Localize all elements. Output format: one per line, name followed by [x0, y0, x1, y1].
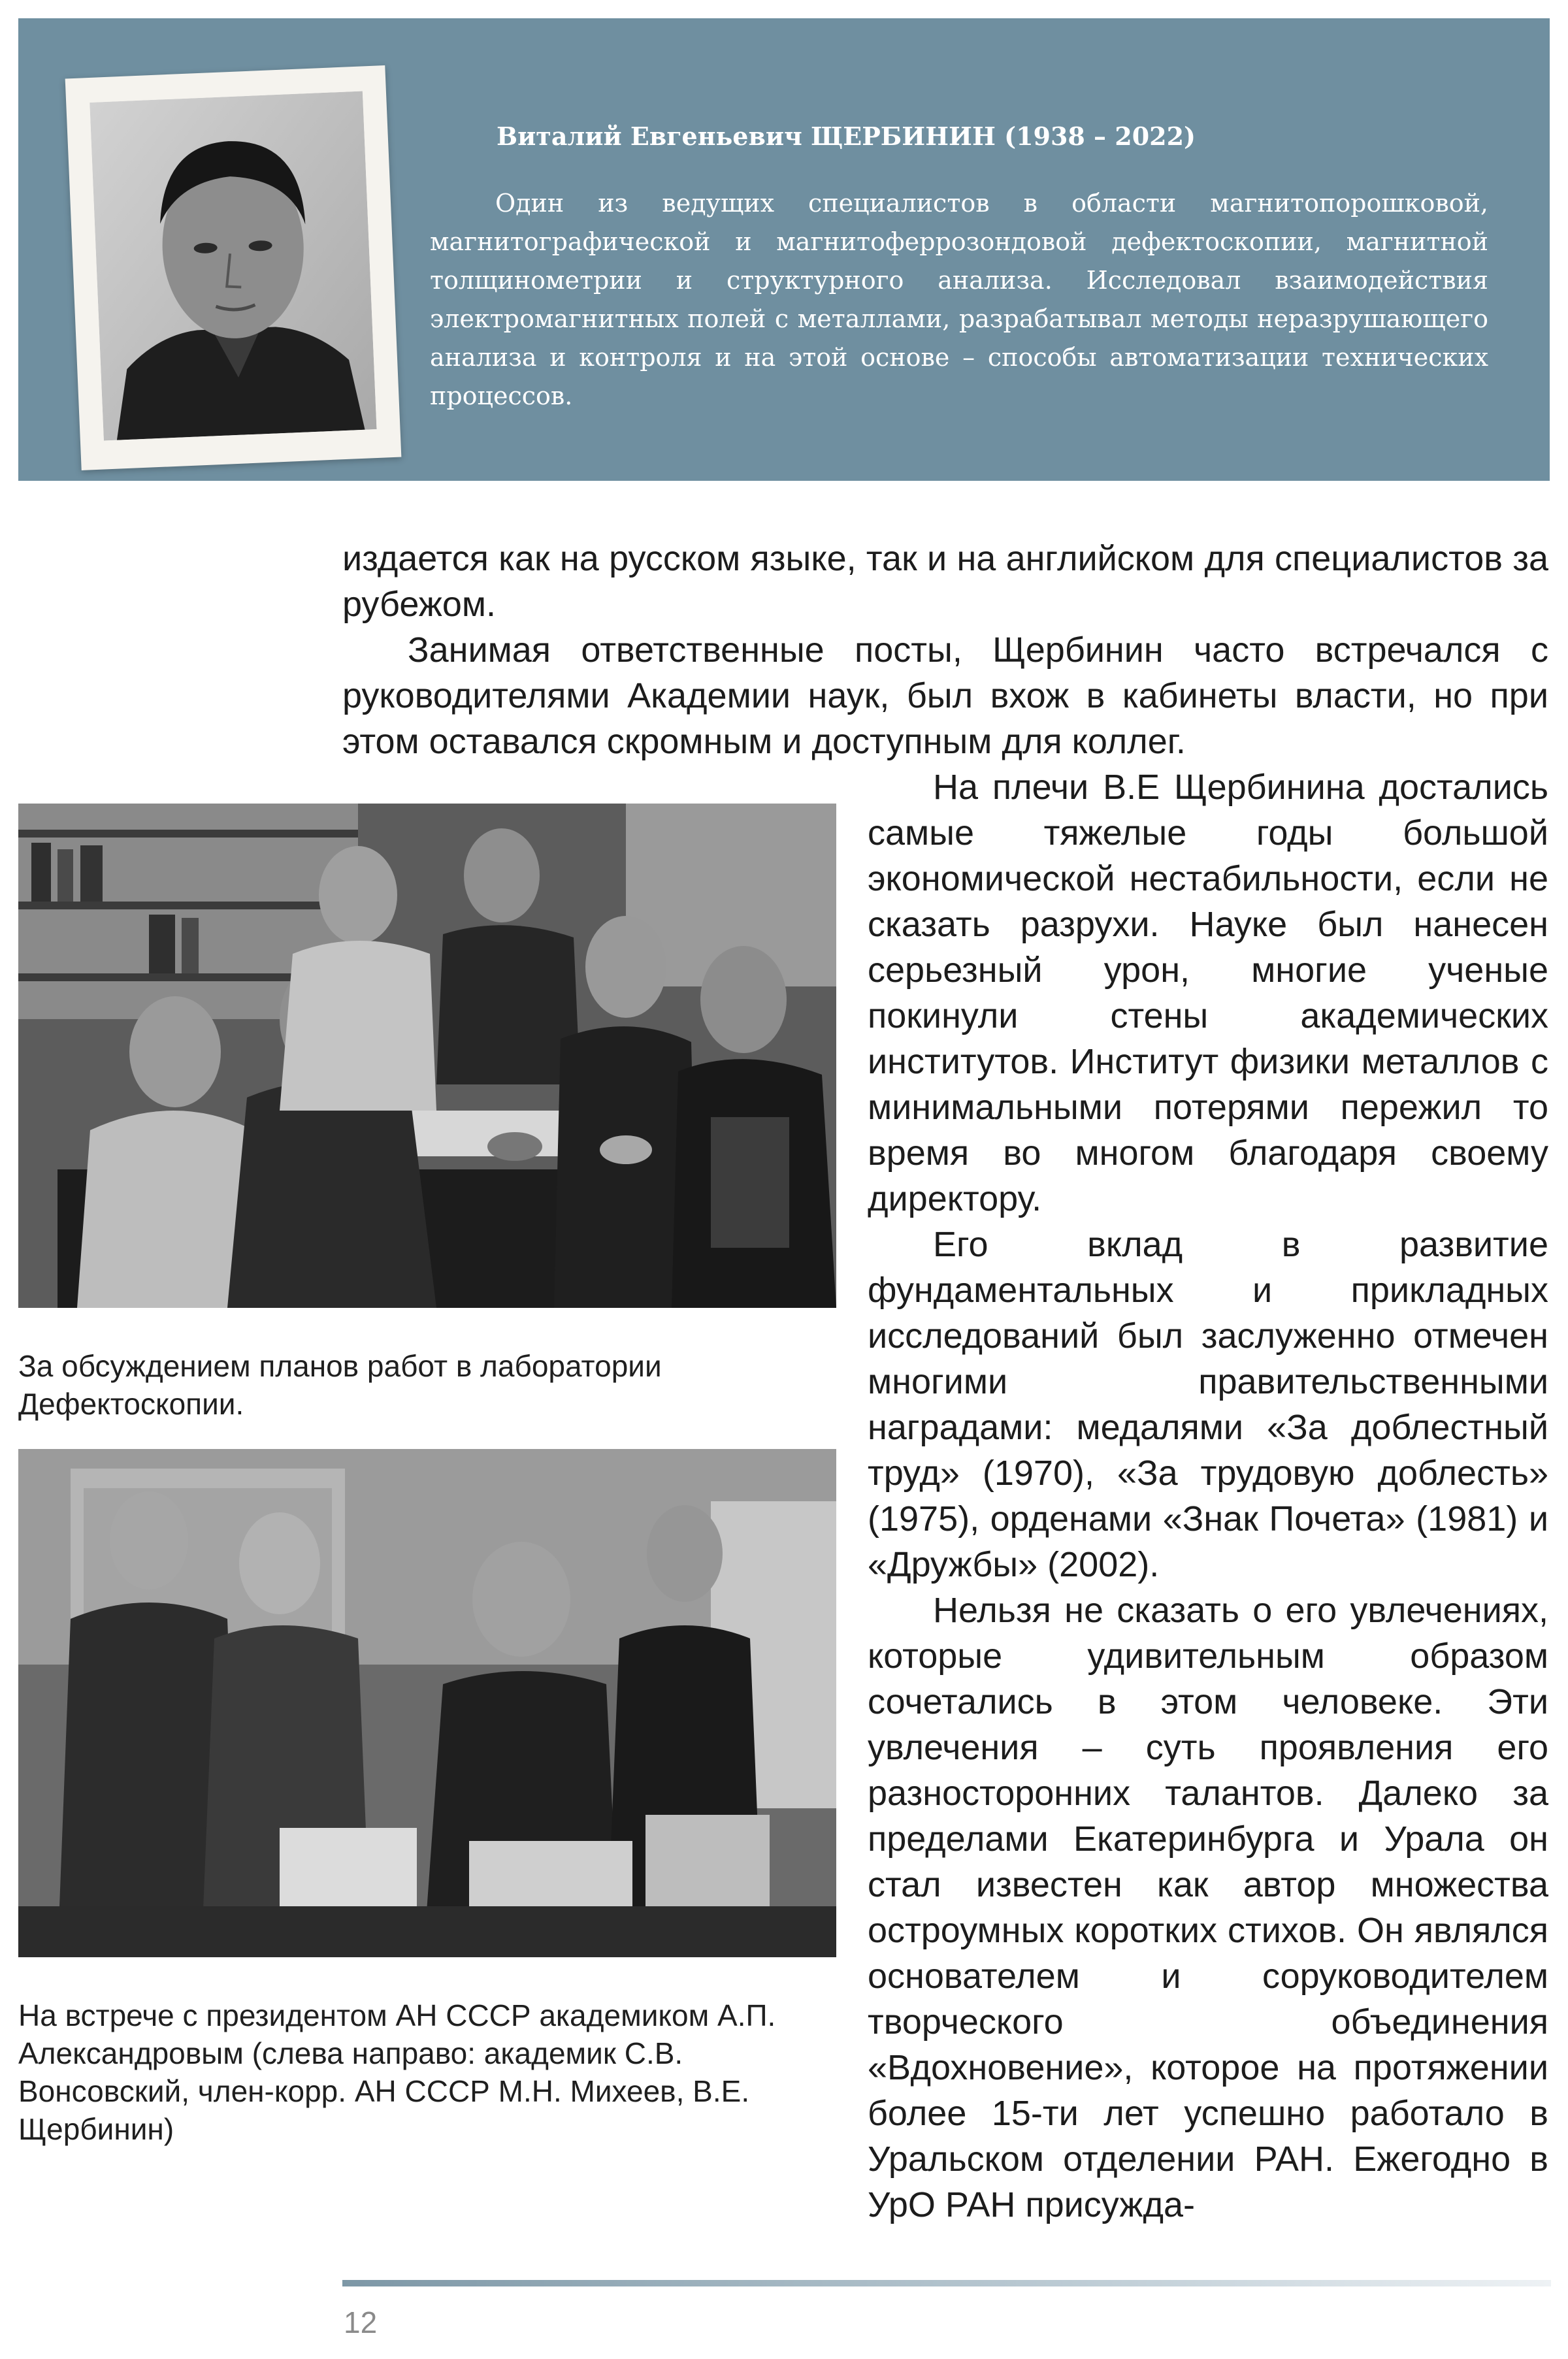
lab-discussion-photo	[18, 804, 836, 1308]
banner-text: Один из ведущих специалистов в области магнитопорошковой, магнитографической и магнитоферрозондовой дефектоскопии, магнитной толщинометрии и структурного анализа. Исследовал взаимодействия электромагнитных полей с металлами, разрабатывал методы неразрушающего анализа и контроля и на этой основе – способы автоматизации технических процессов.	[430, 189, 1488, 410]
article-paragraph: Его вклад в развитие фундаментальных и прикладных исследований был заслуженно отмечен многими правительственными наградами: медалями «За доблестный труд» (1970), «За трудовую доблесть» (1975), орденами «Знак Почета» (1981) и «Дружбы» (2002).	[868, 1225, 1548, 1584]
article-paragraph: Нельзя не сказать о его увлечениях, которые удивительным образом сочетались в этом человеке. Эти увлечения – суть проявления его разносторонних талантов. Далеко за пределами Екатеринбурга и Урала он стал известен как автор множества остроумных коротких стихов. Он являлся основателем и соруководителем творческого объединения «Вдохновение», которое на протяжении более 15-ти лет успешно работало в Уральском отделении РАН. Ежегодно в УрО РАН присужда-	[868, 1591, 1548, 2224]
bio-banner	[18, 18, 1550, 481]
article-paragraph: Занимая ответственные посты, Щербинин часто встречался с руководителями Академии наук, был вхож в кабинеты власти, но при этом оставался скромным и доступным для коллег.	[342, 630, 1548, 761]
banner-title: Виталий Евгеньевич ЩЕРБИНИН (1938 – 2022)	[497, 122, 1196, 151]
meeting-photo-caption: На встрече с президентом АН СССР академиком А.П. Александровым (слева направо: академик С.В. Вонсовский, член-корр. АН СССР М.Н. Михеев, В.Е. Щербинин)	[18, 1998, 776, 2146]
lab-photo-caption: За обсуждением планов работ в лаборатории Дефектоскопии.	[18, 1349, 662, 1421]
article-paragraph: На плечи В.Е Щербинина достались самые тяжелые годы большой экономической нестабильности, если не сказать разрухи. Науке был нанесен серьезный урон, многие ученые покинули стены академических институтов. Институт физики металлов с минимальными потерями пережил то время во многом благодаря своему директору.	[868, 768, 1548, 1218]
page-number: 12	[344, 2305, 378, 2339]
meeting-photo	[18, 1449, 836, 1957]
article-paragraph: издается как на русском языке, так и на английском для специалистов за рубежом.	[342, 539, 1548, 624]
article-right-column	[868, 764, 1548, 2228]
article-top-column	[342, 536, 1548, 764]
portrait-photo	[90, 91, 376, 440]
footer-rule	[342, 2280, 1551, 2286]
portrait-photo-frame	[65, 65, 402, 470]
